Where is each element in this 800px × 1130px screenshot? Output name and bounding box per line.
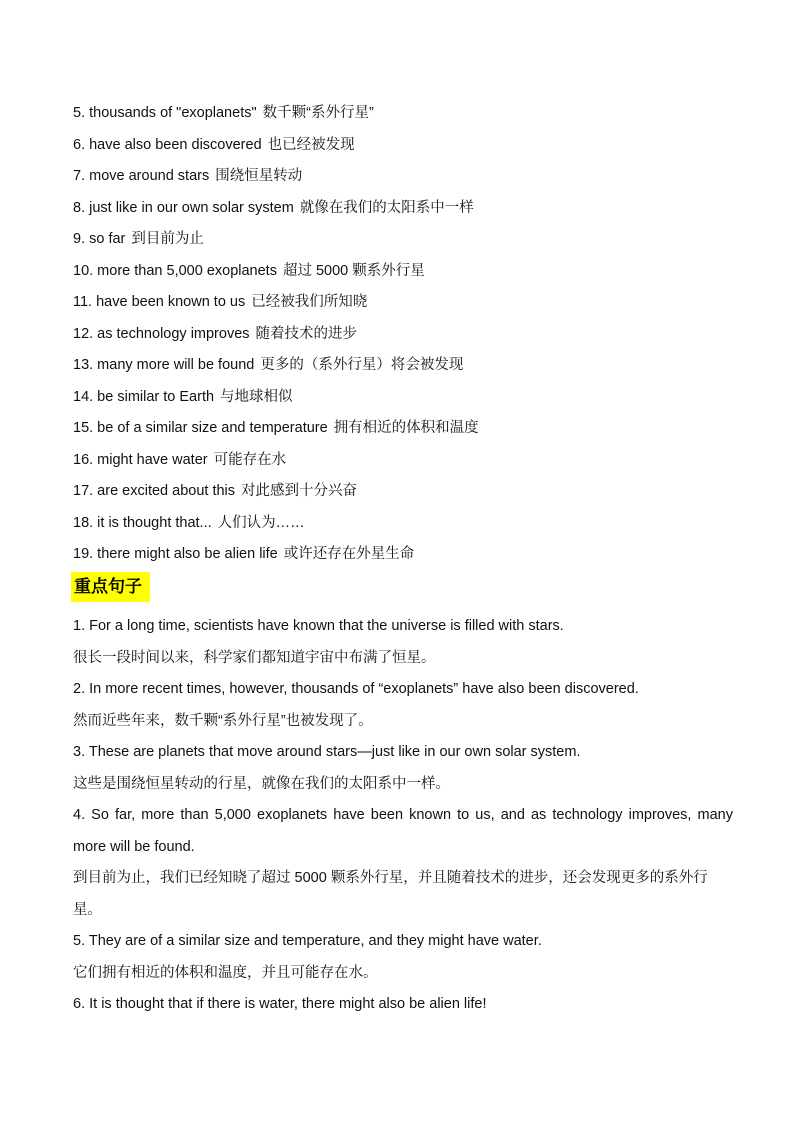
sentence-chinese: 到目前为止，我们已经知晓了超过 5000 颗系外行星，并且随着技术的进步，还会发现更多的系外行星。: [73, 870, 708, 918]
section-heading: 重点句子: [71, 572, 150, 602]
sentence-english: 2. In more recent times, however, thousands of “exoplanets” have also been discovered.: [73, 681, 639, 697]
phrase-item: [73, 319, 733, 351]
phrase-english: 14. be similar to Earth: [73, 388, 215, 405]
sentence-english: 3. These are planets that move around stars—just like in our own solar system.: [73, 744, 581, 760]
phrase-english: 6. have also been discovered: [73, 136, 262, 153]
phrase-chinese: 随着技术的进步: [255, 325, 358, 342]
phrase-english: 17. are excited about this: [73, 483, 236, 499]
phrase-item: [73, 161, 733, 193]
phrase-chinese: 也已经被发现: [267, 136, 355, 153]
phrase-chinese: 超过 5000 颗系外行星: [282, 262, 425, 279]
phrase-english: 10. more than 5,000 exoplanets: [73, 262, 277, 279]
sentence-chinese: 很长一段时间以来，科学家们都知道宇宙中布满了恒星。: [73, 649, 436, 666]
phrase-chinese: 或许还存在外星生命: [283, 546, 415, 562]
phrase-chinese: 数千颗“系外行星”: [262, 105, 374, 121]
phrase-chinese: 围绕恒星转动: [215, 168, 303, 184]
phrase-english: 11. have been known to us: [73, 294, 246, 310]
sentence-item: [73, 611, 733, 674]
phrase-list: [73, 98, 733, 571]
phrase-item: [73, 350, 733, 382]
phrase-chinese: 可能存在水: [213, 451, 287, 468]
phrase-english: 18. it is thought that...: [73, 514, 212, 531]
phrase-item: [73, 193, 733, 225]
phrase-chinese: 对此感到十分兴奋: [241, 483, 358, 499]
phrase-chinese: 与地球相似: [220, 388, 293, 405]
sentence-english: 5. They are of a similar size and temperature, and they might have water.: [73, 933, 542, 949]
phrase-item: [73, 287, 733, 319]
phrase-chinese: 拥有相近的体积和温度: [333, 420, 479, 436]
phrase-english: 16. might have water: [73, 451, 208, 468]
phrase-english: 15. be of a similar size and temperature: [73, 420, 328, 436]
sentence-item: [73, 674, 733, 737]
phrase-item: [73, 508, 733, 540]
phrase-english: 9. so far: [73, 231, 126, 247]
sentence-english: 1. For a long time, scientists have known that the universe is filled with stars.: [73, 618, 564, 634]
phrase-english: 5. thousands of "exoplanets": [73, 105, 257, 121]
sentence-chinese: 它们拥有相近的体积和温度，并且可能存在水。: [73, 964, 378, 981]
phrase-english: 8. just like in our own solar system: [73, 199, 294, 216]
phrase-item: [73, 98, 733, 130]
sentence-chinese: 这些是围绕恒星转动的行星，就像在我们的太阳系中一样。: [73, 775, 450, 792]
phrase-item: [73, 413, 733, 445]
phrase-chinese: 更多的（系外行星）将会被发现: [260, 357, 464, 373]
sentence-item: [73, 800, 733, 926]
phrase-chinese: 就像在我们的太阳系中一样: [299, 199, 474, 216]
phrase-item: [73, 224, 733, 256]
phrase-item: [73, 445, 733, 477]
phrase-chinese: 人们认为……: [217, 514, 305, 531]
sentence-item: [73, 926, 733, 989]
sentence-list: [73, 611, 733, 1021]
sentence-item: [73, 989, 733, 1021]
phrase-english: 12. as technology improves: [73, 325, 250, 342]
phrase-item: [73, 256, 733, 288]
phrase-chinese: 已经被我们所知晓: [251, 294, 368, 310]
sentence-item: [73, 737, 733, 800]
phrase-item: [73, 130, 733, 162]
phrase-english: 7. move around stars: [73, 168, 210, 184]
sentence-english: 4. So far, more than 5,000 exoplanets have been known to us, and as technology improves, many more will be found.: [73, 807, 733, 855]
phrase-english: 13. many more will be found: [73, 357, 255, 373]
phrase-english: 19. there might also be alien life: [73, 546, 278, 562]
phrase-item: [73, 539, 733, 571]
sentence-chinese: 然而近些年来，数千颗“系外行星”也被发现了。: [73, 712, 373, 729]
phrase-chinese: 到目前为止: [131, 231, 204, 247]
phrase-item: [73, 382, 733, 414]
phrase-item: [73, 476, 733, 508]
sentence-english: 6. It is thought that if there is water, there might also be alien life!: [73, 996, 487, 1012]
